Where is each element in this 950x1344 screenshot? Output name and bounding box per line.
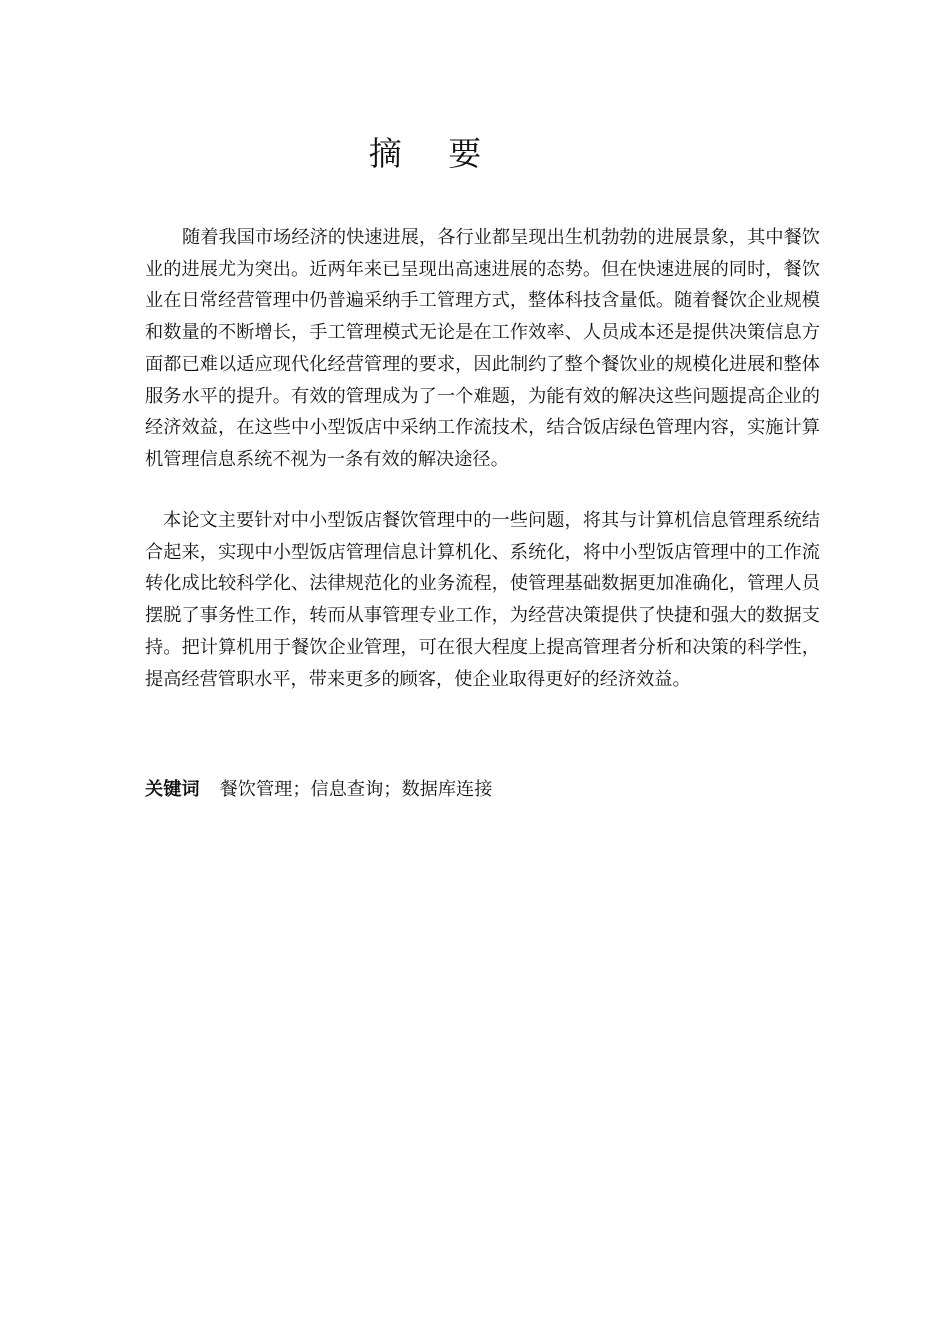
keywords-label: 关键词 bbox=[145, 779, 200, 800]
abstract-paragraph-2: 本论文主要针对中小型饭店餐饮管理中的一些问题，将其与计算机信息管理系统结合起来，实现中小型饭店管理信息计算机化、系统化，将中小型饭店管理中的工作流转化成比较科学化、法律规范化的业务流程，使管理基础数据更加准确化，管理人员摆脱了事务性工作，转而从事管理专业工作，为经营决策提供了快捷和强大的数据支持。把计算机用于餐饮企业管理，可在很大程度上提高管理者分析和决策的科学性，提高经营管职水平，带来更多的顾客，使企业取得更好的经济效益。 bbox=[145, 510, 820, 690]
keywords-line bbox=[145, 775, 492, 805]
keywords-value: 餐饮管理；信息查询；数据库连接 bbox=[219, 779, 493, 800]
abstract-paragraph-1: 随着我国市场经济的快速进展，各行业都呈现出生机勃勃的进展景象，其中餐饮业的进展尤为突出。近两年来已呈现出高速进展的态势。但在快速进展的同时，餐饮业在日常经营管理中仍普遍采纳手工管理方式，整体科技含量低。随着餐饮企业规模和数量的不断增长，手工管理模式无论是在工作效率、人员成本还是提供决策信息方面都已难以适应现代化经营管理的要求，因此制约了整个餐饮业的规模化进展和整体服务水平的提升。有效的管理成为了一个难题，为能有效的解决这些问题提高企业的经济效益，在这些中小型饭店中采纳工作流技术，结合饭店绿色管理内容，实施计算机管理信息系统不视为一条有效的解决途径。 bbox=[145, 227, 820, 470]
page-title: 摘 要 bbox=[368, 134, 500, 173]
